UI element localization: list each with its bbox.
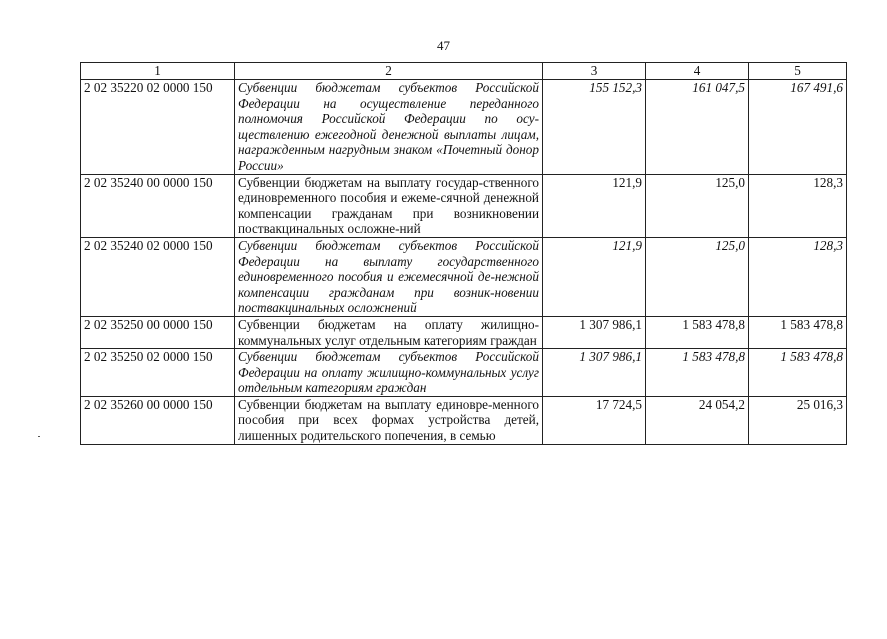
budget-item-name: Субвенции бюджетам на выплату государ-ственного единовременного пособия и ежеме-сячной денежной компенсации гражданам при возникновении поствакцинальных осложне-ний bbox=[235, 174, 543, 237]
value-col-5: 1 583 478,8 bbox=[749, 349, 847, 397]
value-col-3: 121,9 bbox=[543, 174, 646, 237]
value-col-4: 24 054,2 bbox=[646, 396, 749, 444]
column-header-1: 1 bbox=[81, 63, 235, 80]
value-col-4: 125,0 bbox=[646, 174, 749, 237]
column-header-4: 4 bbox=[646, 63, 749, 80]
value-col-3: 1 307 986,1 bbox=[543, 349, 646, 397]
budget-item-name: Субвенции бюджетам субъектов Российской Федерации на выплату государственного единовременного пособия и ежемесячной де-нежной компенсации гражданам при возник-новении поствакцинальных осложнений bbox=[235, 237, 543, 316]
budget-code: 2 02 35220 02 0000 150 bbox=[81, 80, 235, 175]
value-col-5: 25 016,3 bbox=[749, 396, 847, 444]
column-header-2: 2 bbox=[235, 63, 543, 80]
value-col-4: 125,0 bbox=[646, 237, 749, 316]
column-header-5: 5 bbox=[749, 63, 847, 80]
budget-item-name: Субвенции бюджетам на выплату единовре-менного пособия при всех формах устройства детей, лишенных родительского попечения, в семью bbox=[235, 396, 543, 444]
budget-item-name: Субвенции бюджетам на оплату жилищно-коммунальных услуг отдельным категориям граждан bbox=[235, 316, 543, 348]
table-row bbox=[81, 396, 847, 444]
value-col-4: 1 583 478,8 bbox=[646, 349, 749, 397]
value-col-4: 1 583 478,8 bbox=[646, 316, 749, 348]
value-col-3: 155 152,3 bbox=[543, 80, 646, 175]
value-col-5: 128,3 bbox=[749, 174, 847, 237]
table-row bbox=[81, 237, 847, 316]
budget-code: 2 02 35240 02 0000 150 bbox=[81, 237, 235, 316]
table-row bbox=[81, 174, 847, 237]
table-row bbox=[81, 80, 847, 175]
value-col-5: 167 491,6 bbox=[749, 80, 847, 175]
value-col-3: 17 724,5 bbox=[543, 396, 646, 444]
budget-code: 2 02 35240 00 0000 150 bbox=[81, 174, 235, 237]
value-col-3: 1 307 986,1 bbox=[543, 316, 646, 348]
table-header-row bbox=[81, 63, 847, 80]
value-col-5: 1 583 478,8 bbox=[749, 316, 847, 348]
budget-code: 2 02 35250 00 0000 150 bbox=[81, 316, 235, 348]
budget-item-name: Субвенции бюджетам субъектов Российской Федерации на осуществление переданного полномочия Российской Федерации по осу-ществлению ежегодной денежной выплаты лицам, награжденным нагрудным знаком «Почетный донор России» bbox=[235, 80, 543, 175]
value-col-5: 128,3 bbox=[749, 237, 847, 316]
budget-code: 2 02 35260 00 0000 150 bbox=[81, 396, 235, 444]
value-col-4: 161 047,5 bbox=[646, 80, 749, 175]
table-row bbox=[81, 316, 847, 348]
budget-code: 2 02 35250 02 0000 150 bbox=[81, 349, 235, 397]
table-row bbox=[81, 349, 847, 397]
value-col-3: 121,9 bbox=[543, 237, 646, 316]
page-number: 47 bbox=[437, 38, 450, 53]
budget-table bbox=[80, 62, 847, 445]
column-header-3: 3 bbox=[543, 63, 646, 80]
budget-item-name: Субвенции бюджетам субъектов Российской Федерации на оплату жилищно-коммунальных услуг отдельным категориям граждан bbox=[235, 349, 543, 397]
scan-speck bbox=[38, 436, 40, 437]
